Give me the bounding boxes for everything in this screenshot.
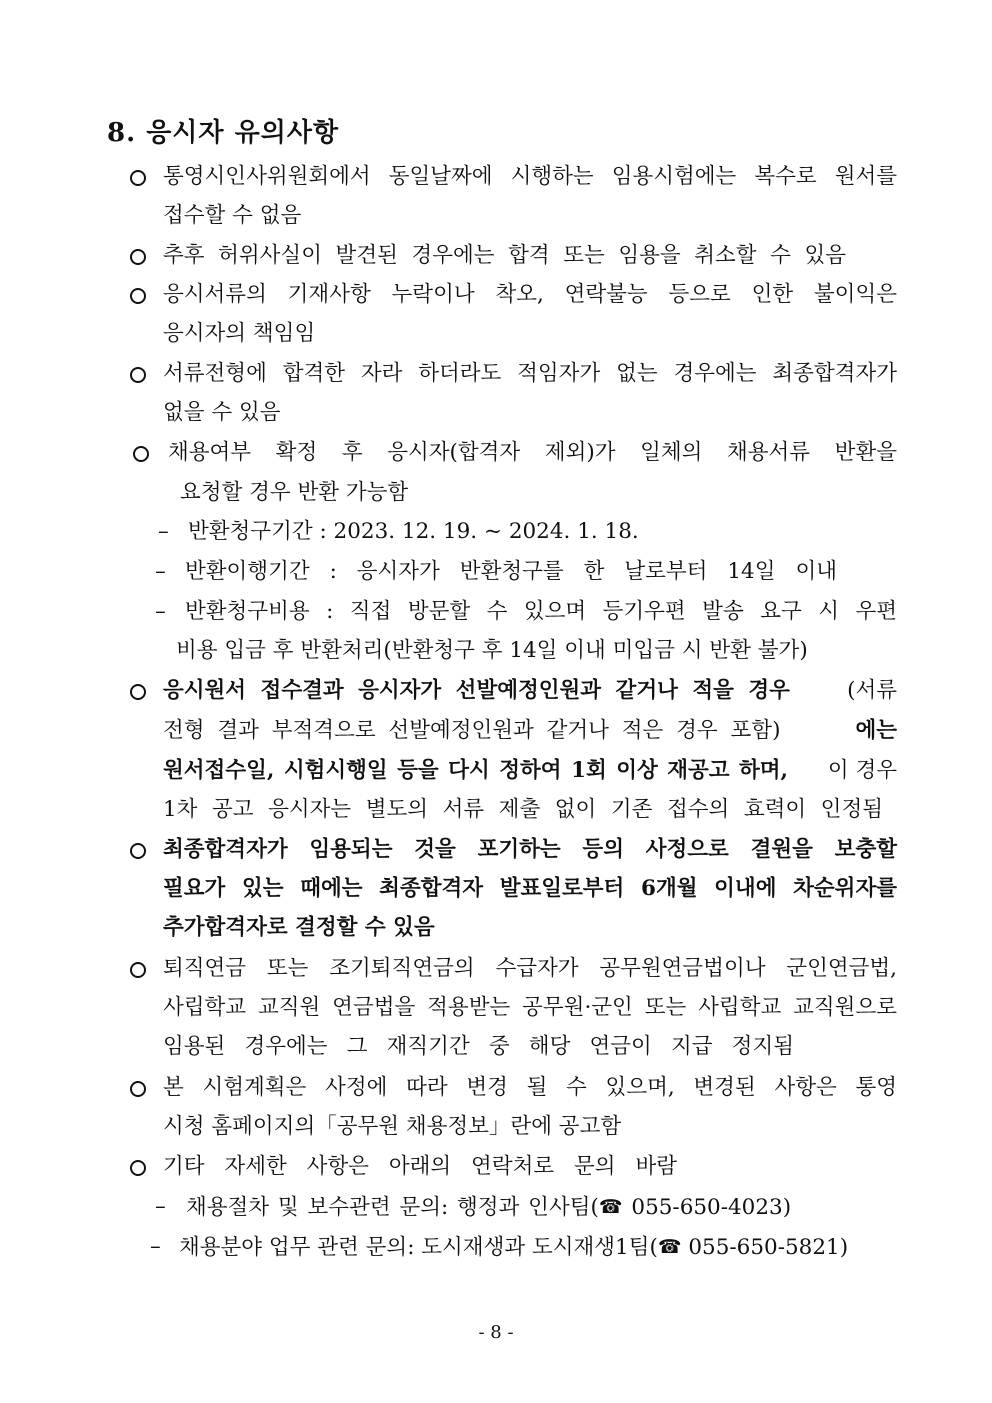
item-1-line-1: 통영시인사위원회에서 동일날짜에 시행하는 임용시험에는 복수로 원서를 [163,164,897,189]
item-4-line-1: 서류전형에 합격한 자라 하더라도 적임자가 없는 경우에는 최종합격자가 [163,361,897,386]
bullet-circle-icon [130,367,146,383]
contact-hr [186,1192,791,1223]
item-6-line-2-text: 전형 결과 부적격으로 선발예정인원과 같거나 적은 경우 포함) [163,718,781,743]
item-3-line-2: 응시자의 책임임 [163,321,316,346]
page-number: - 8 - [478,1322,514,1343]
return-cost-line-2: 비용 입금 후 반환처리(반환청구 후 14일 이내 미입금 시 반환 불가) [176,638,808,663]
phone-icon: ☎ [657,1236,682,1258]
bullet-circle-icon [130,1081,146,1097]
dash-icon: – [155,559,166,584]
bullet-circle-icon [130,288,146,304]
bullet-circle-icon [130,843,146,859]
return-cost-line-1: 반환청구비용 : 직접 방문할 수 있으며 등기우편 발송 요구 시 우편 [185,599,897,624]
item-7-line-2: 필요가 있는 때에는 최종합격자 발표일로부터 6개월 이내에 차순위자를 [163,876,897,901]
item-6-line-2-bold: 에는 [855,718,897,743]
dash-icon: – [150,1234,161,1259]
item-6-line-3-rest: 이 경우 [827,758,897,783]
item-6-line-1-rest: (서류 [847,678,897,703]
item-6-line-3 [163,756,897,786]
dash-icon: – [155,599,166,624]
bullet-circle-icon [130,1160,146,1176]
item-6-line-2 [163,716,897,746]
item-6-line-1 [163,676,897,706]
dash-icon: – [158,519,169,544]
return-period: 반환청구기간 : 2023. 12. 19. ~ 2024. 1. 18. [188,519,639,544]
item-9-line-1: 본 시험계획은 사정에 따라 변경 될 수 있으며, 변경된 사항은 통영 [163,1075,897,1100]
item-6-line-1-bold: 응시원서 접수결과 응시자가 선발예정인원과 같거나 적을 경우 [163,678,790,703]
contact-urban-label: 채용분야 업무 관련 문의: 도시재생과 도시재생1팀( [179,1235,658,1260]
item-9-line-2: 시청 홈페이지의「공무원 채용정보」란에 공고함 [163,1114,622,1139]
item-5-line-1: 채용여부 확정 후 응시자(합격자 제외)가 일체의 채용서류 반환을 [168,440,897,465]
item-6-line-3-bold: 원서접수일, 시험시행일 등을 다시 정하여 1회 이상 재공고 하며, [163,758,789,783]
return-execution-period: 반환이행기간 : 응시자가 반환청구를 한 날로부터 14일 이내 [185,559,837,584]
item-8-line-1: 퇴직연금 또는 조기퇴직연금의 수급자가 공무원연금법이나 군인연금법, [163,956,897,981]
item-5-line-2: 요청할 경우 반환 가능함 [180,480,409,505]
bullet-circle-icon [130,962,146,978]
bullet-circle-icon [130,249,146,265]
item-10-line-1: 기타 자세한 사항은 아래의 연락처로 문의 바람 [163,1154,677,1179]
phone-icon: ☎ [598,1196,623,1218]
item-3-line-1: 응시서류의 기재사항 누락이나 착오, 연락불능 등으로 인한 불이익은 [163,282,897,307]
item-4-line-2: 없을 수 있음 [163,400,281,425]
item-7-line-3: 추가합격자로 결정할 수 있음 [163,915,435,940]
dash-icon: – [155,1194,166,1219]
section-title: 8. 응시자 유의사항 [107,118,340,148]
bullet-circle-icon [130,170,146,186]
contact-hr-number: 055-650-4023) [622,1195,792,1220]
item-8-line-3: 임용된 경우에는 그 재직기간 중 해당 연금이 지급 정지됨 [163,1034,794,1059]
item-8-line-2: 사립학교 교직원 연금법을 적용받는 공무원·군인 또는 사립학교 교직원으로 [163,995,897,1020]
item-7-line-1: 최종합격자가 임용되는 것을 포기하는 등의 사정으로 결원을 보충할 [163,837,897,862]
item-2-line-1: 추후 허위사실이 발견된 경우에는 합격 또는 임용을 취소할 수 있음 [163,243,846,268]
contact-urban-number: 055-650-5821) [681,1235,849,1260]
item-1-line-2: 접수할 수 없음 [163,203,302,228]
bullet-circle-icon [130,684,146,700]
contact-hr-label: 채용절차 및 보수관련 문의: 행정과 인사팀( [186,1195,599,1220]
contact-urban [179,1232,848,1263]
item-6-line-4: 1차 공고 응시자는 별도의 서류 제출 없이 기존 접수의 효력이 인정됨 [163,797,883,822]
bullet-circle-icon [133,446,149,462]
